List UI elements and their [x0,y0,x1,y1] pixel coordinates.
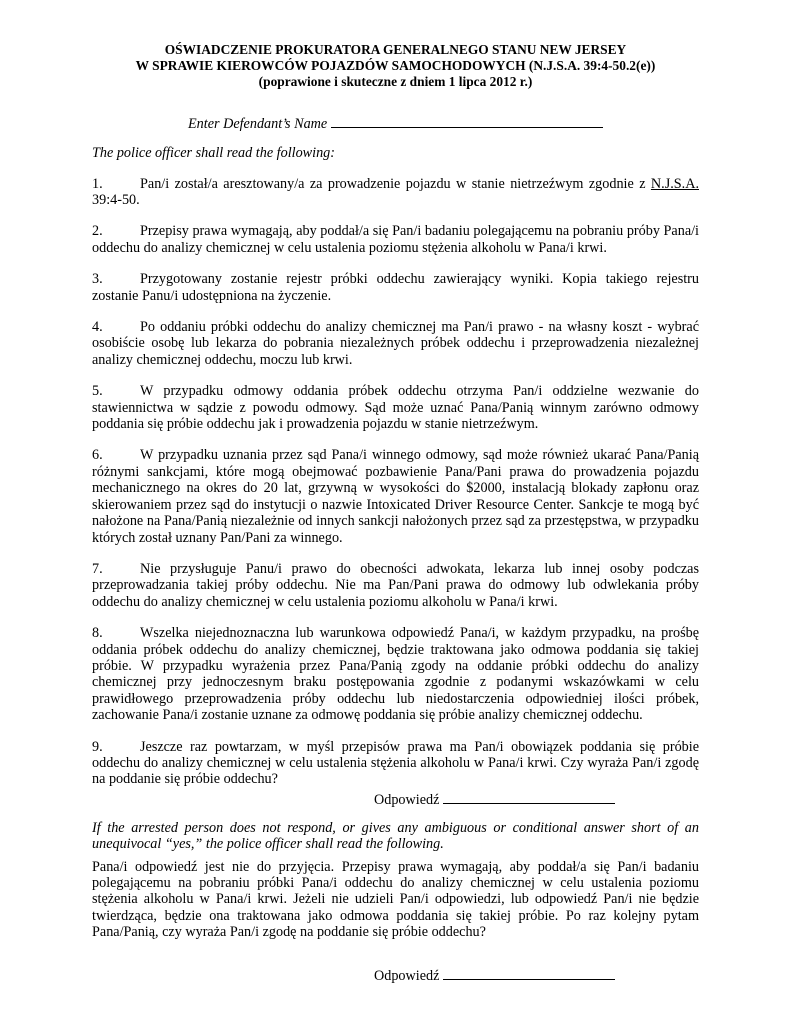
answer-row-1 [92,791,699,808]
document-title-line-3: (poprawione i skuteczne z dniem 1 lipca 2012 r.) [258,74,533,89]
statute-link[interactable]: N.J.S.A. [650,175,699,192]
answer-field-1[interactable] [443,791,615,804]
paragraph-5 [92,383,699,432]
paragraph-text: Po oddaniu próbki oddechu do analizy chemicznej ma Pan/i prawo - na własny koszt - wybrać osobiście osobę lub lekarza do pobrania niezależnych próbek oddechu i przeprowadzenia niezależnej analizy chemicznej oddechu, moczu lub krwi. [92,319,699,368]
answer-row-2 [92,967,699,984]
paragraph-number: 4. [92,319,103,336]
answer-label: Odpowiedź [374,967,440,984]
paragraph-text: Jeszcze raz powtarzam, w myśl przepisów prawa ma Pan/i obowiązek poddania się próbie oddechu do analizy chemicznej w celu ustalenia stężenia alkoholu w Pana/i krwi. Czy wyraża Pan/i zgodę na poddanie się próbie oddechu? [92,738,699,788]
paragraph-text-after: 39:4-50. [92,192,140,208]
paragraph-text: W przypadku uznania przez sąd Pana/i winnego odmowy, sąd może również ukarać Pana/Panią różnymi sankcjami, które mogą obejmować pozbawienie Pana/Pani prawa do prowadzenia pojazdu mechanicznego na okres do 20 lat, grzywną w wysokości do $2000, instalacją blokady zapłonu oraz skierowaniem przez sąd do instytucji o nazwie Intoxicated Driver Resource Center. Sankcje te mogą być nałożone na Pana/Panią niezależnie od innych sankcji nałożonych przez sąd za przestępstwa, w przypadku których został uznany Pan/Pani za winnego. [92,447,699,546]
defendant-name-row [92,114,699,133]
answer-label: Odpowiedź [374,791,440,808]
final-statement: Pana/i odpowiedź jest nie do przyjęcia. Przepisy prawa wymagają, aby poddał/a się Pan/i badaniu polegającemu na pobraniu próbki Pana/i oddechu do analizy chemicznej w celu ustalenia poziomu stężenia alkoholu w Pana/i krwi. Jeżeli nie udzieli Pan/i odpowiedzi, lub odpowiedź Pan/i nie będzie twierdząca, będzie ona traktowana jako odmowa poddania się takiej próbie. Po raz kolejny pytam Pana/Panią, czy wyraża Pan/i zgodę na poddanie się próbie oddechu? [92,858,699,941]
paragraph-text: Wszelka niejednoznaczna lub warunkowa odpowiedź Pana/i, w każdym przypadku, na prośbę oddania próbek oddechu do analizy chemicznej, będzie traktowana jako odmowa poddania się takiej próbie. W przypadku wyrażenia przez Pana/Panią zgody na oddanie próbki oddechu do analizy chemicznej przy jednoczesnym braku postępowania zgodnie z podanymi wskazówkami w celu prawidłowego przeprowadzenia próby oddechu lub niedostarczenia odpowiedniej ilości próbek, zachowanie Pana/i zostanie uznane za odmowę poddania się próbie analizy chemicznej oddechu. [92,625,699,724]
paragraph-7 [92,561,699,610]
document-page [92,42,699,984]
paragraph-number: 9. [92,738,103,755]
defendant-name-field[interactable] [331,114,603,128]
paragraph-3 [92,271,699,304]
intro-instruction: The police officer shall read the following: [92,145,335,161]
paragraph-1 [92,176,699,209]
officer-instruction: If the arrested person does not respond, or gives any ambiguous or conditional answer short of an unequivocal “yes,” the police officer shall read the following. [92,819,699,853]
document-title-line-2: W SPRAWIE KIEROWCÓW POJAZDÓW SAMOCHODOWYCH (N.J.S.A. 39:4-50.2(e)) [135,58,656,73]
paragraph-4 [92,319,699,368]
paragraph-text: Przygotowany zostanie rejestr próbki oddechu zawierający wyniki. Kopia takiego rejestru zostanie Panu/i udostępniona na życzenie. [92,271,699,304]
paragraph-text: Pan/i został/a aresztowany/a za prowadzenie pojazdu w stanie nietrzeźwym zgodnie z [140,175,651,192]
document-title-line-1: OŚWIADCZENIE PROKURATORA GENERALNEGO STANU NEW JERSEY [164,42,627,57]
paragraph-number: 8. [92,625,103,642]
paragraph-number: 5. [92,383,103,400]
paragraph-text: Przepisy prawa wymagają, aby poddał/a się Pan/i badaniu polegającemu na pobraniu próby Pana/i oddechu do analizy chemicznej w celu ustalenia poziomu stężenia alkoholu w Pana/i krwi. [92,223,699,256]
paragraph-number: 3. [92,271,103,288]
paragraph-number: 6. [92,447,103,464]
paragraph-6 [92,447,699,545]
answer-field-2[interactable] [443,967,615,980]
paragraph-number: 2. [92,223,103,240]
paragraph-text: Nie przysługuje Panu/i prawo do obecności adwokata, lekarza lub innej osoby podczas przeprowadzania takiej próby oddechu. Nie ma Pan/Pani prawa do odmowy lub odwlekania próby oddechu do analizy chemicznej w celu ustalenia poziomu alkoholu w Pana/i krwi. [92,560,699,610]
paragraph-8 [92,625,699,723]
paragraph-number: 7. [92,560,103,577]
defendant-name-label: Enter Defendant’s Name [188,116,328,132]
paragraph-2 [92,223,699,256]
paragraph-text: W przypadku odmowy oddania próbek oddechu otrzyma Pan/i oddzielne wezwanie do stawiennictwa w sądzie z powodu odmowy. Sąd może uznać Pana/Panią winnym zarówno odmowy poddania się próbie oddechu jak i prowadzenia pojazdu w stanie nietrzeźwym. [92,383,699,433]
paragraph-9 [92,739,699,788]
paragraph-number: 1. [92,175,103,192]
